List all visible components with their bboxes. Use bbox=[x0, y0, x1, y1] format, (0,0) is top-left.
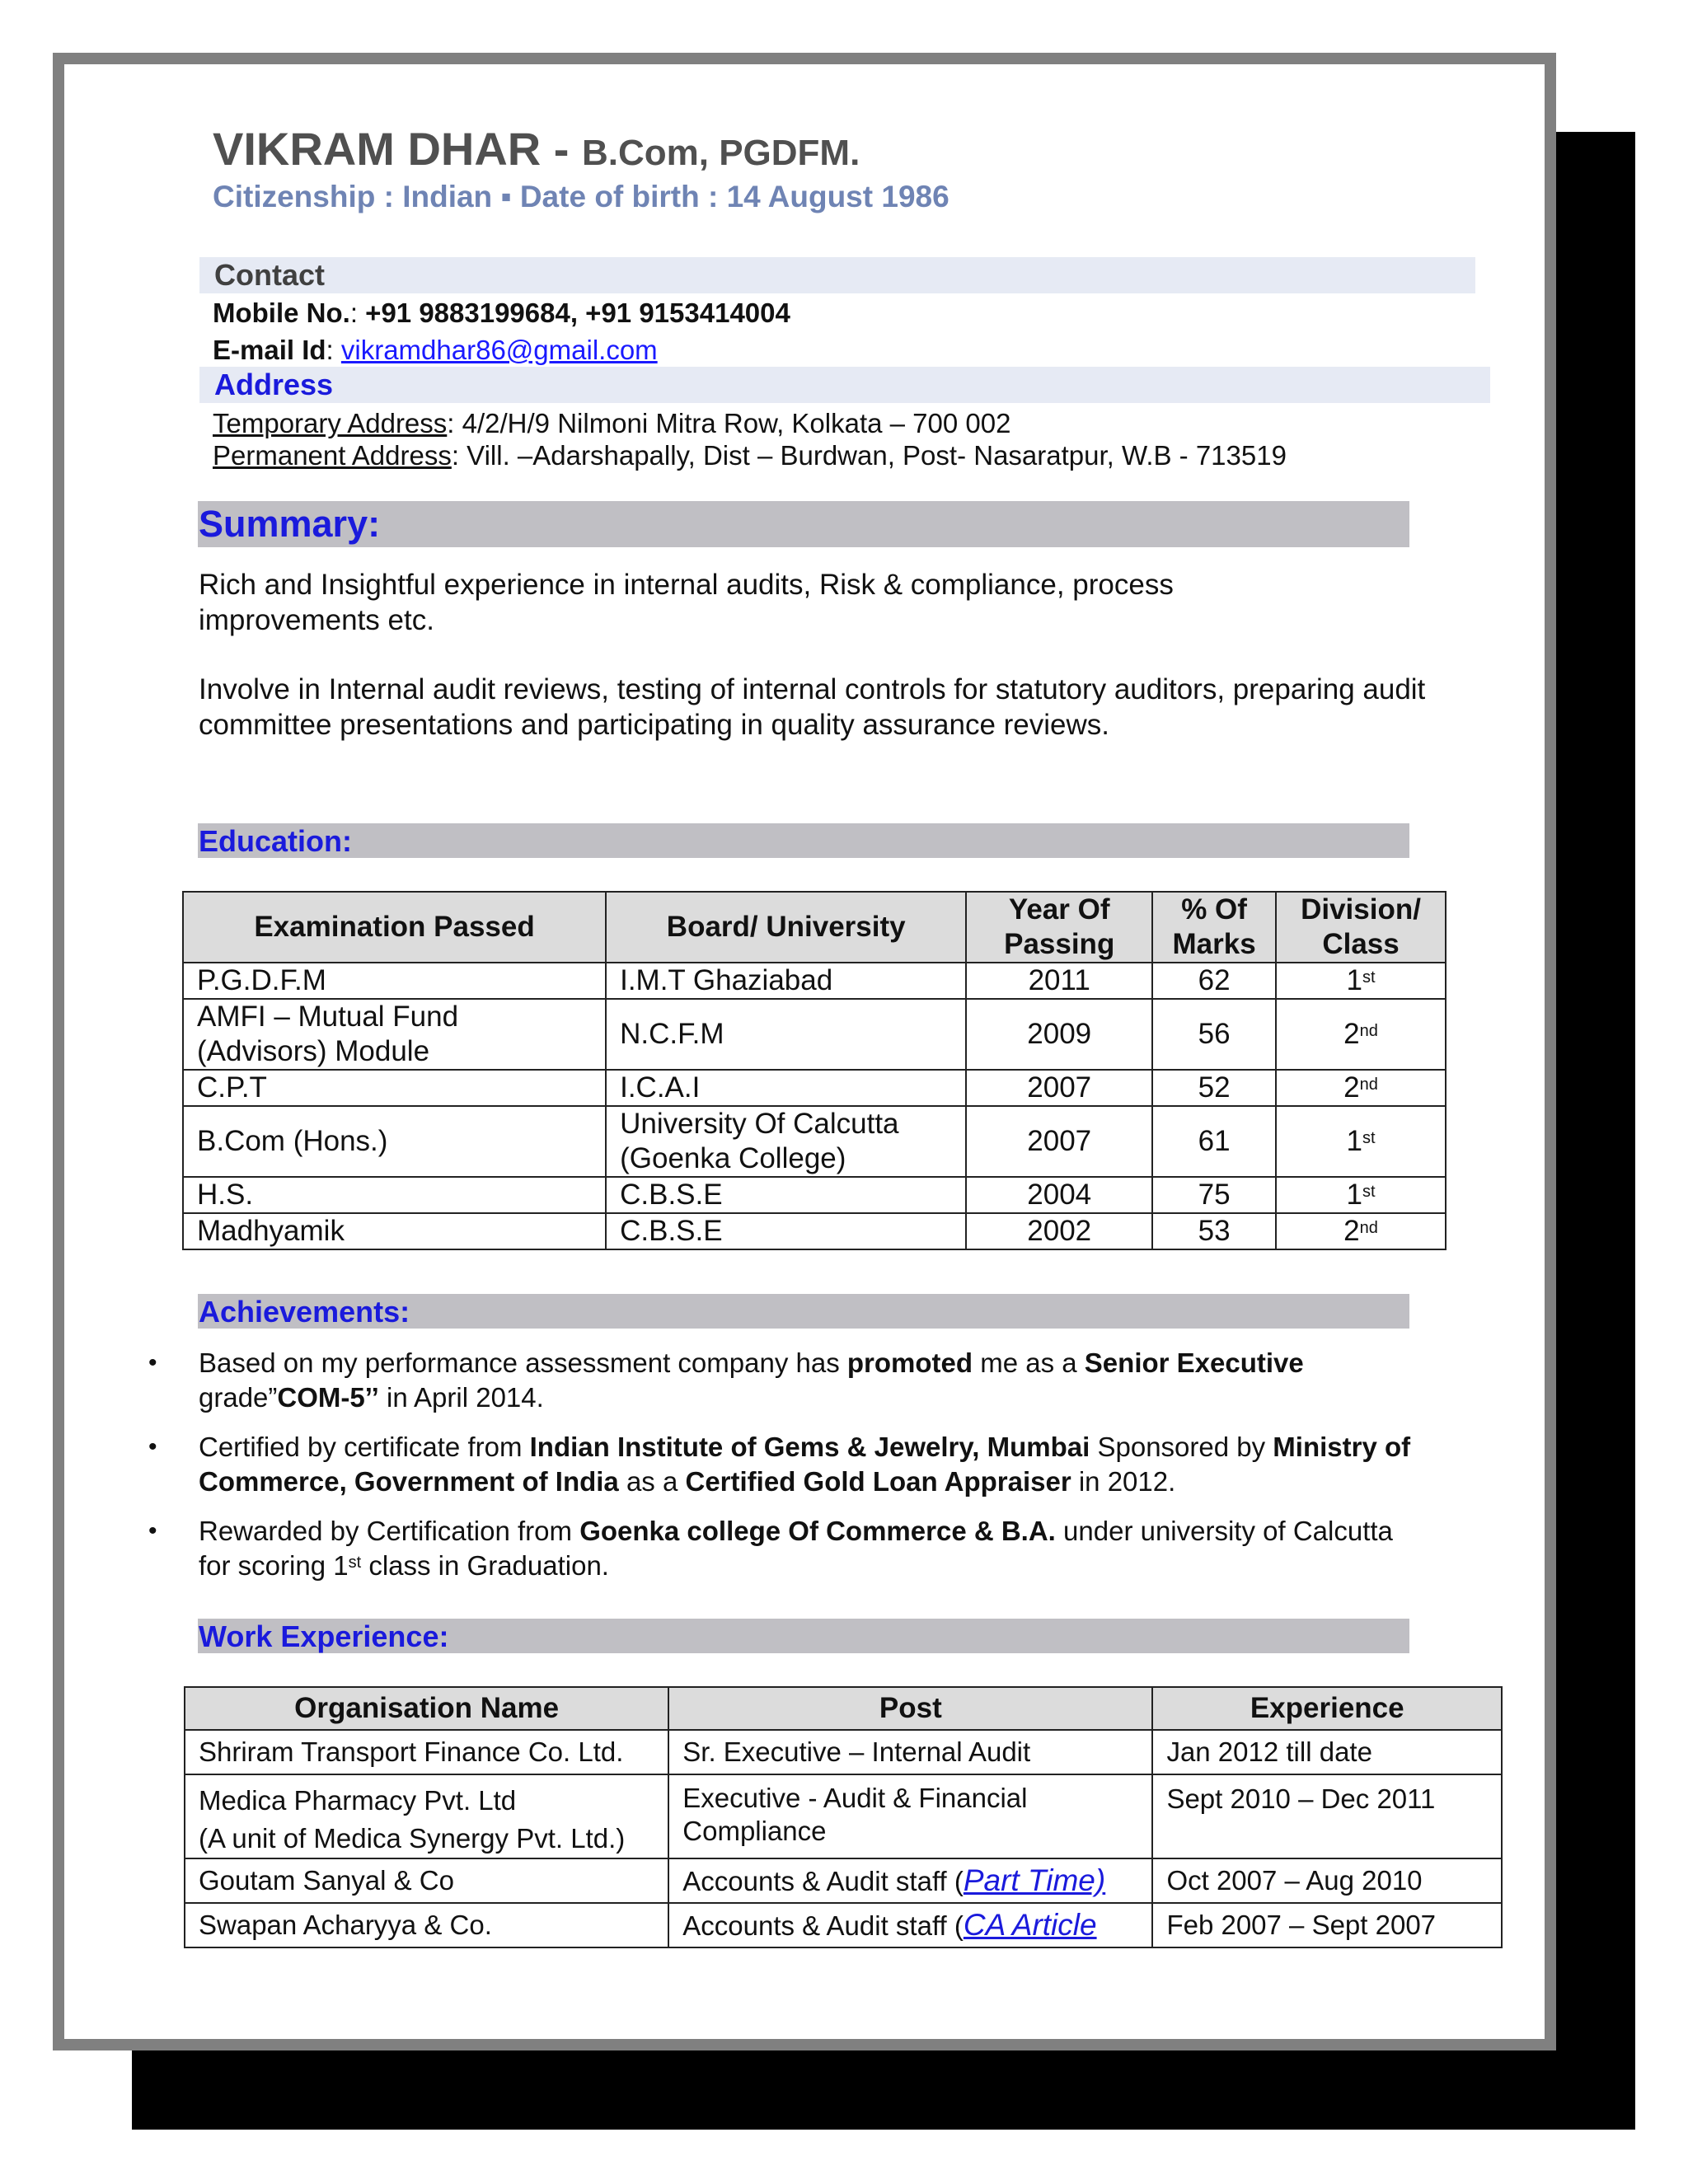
col-board: Board/ University bbox=[606, 892, 966, 963]
temp-address: Temporary Address: 4/2/H/9 Nilmoni Mitra Row, Kolkata – 700 002 bbox=[213, 408, 1011, 438]
contact-title: Contact bbox=[214, 258, 325, 292]
col-organisation: Organisation Name bbox=[185, 1687, 668, 1730]
bullet: • bbox=[148, 1517, 157, 1544]
achievements-title: Achievements: bbox=[199, 1295, 410, 1329]
col-marks: % Of Marks bbox=[1152, 892, 1276, 963]
candidate-name: VIKRAM DHAR - B.Com, PGDFM. bbox=[213, 123, 860, 175]
email-link[interactable]: vikramdhar86@gmail.com bbox=[340, 335, 658, 365]
citizenship-line: Citizenship : Indian ▪ Date of birth : 14 August 1986 bbox=[213, 180, 950, 213]
education-table bbox=[182, 891, 1447, 1250]
work-title: Work Experience: bbox=[199, 1619, 449, 1653]
address-bar bbox=[199, 367, 1490, 403]
degrees: B.Com, PGDFM. bbox=[581, 133, 860, 173]
table-row: AMFI – Mutual Fund (Advisors) Module N.C.F.M 2009 56 2nd bbox=[183, 999, 1446, 1070]
table-row: Shriram Transport Finance Co. Ltd. Sr. Executive – Internal Audit Jan 2012 till date bbox=[185, 1730, 1502, 1774]
table-row: B.Com (Hons.) University Of Calcutta (Goenka College) 2007 61 1st bbox=[183, 1106, 1446, 1177]
ca-article-link[interactable]: CA Article bbox=[963, 1907, 1097, 1942]
achievement-2: Certified by certificate from Indian Institute of Gems & Jewelry, Mumbai Sponsored by Ministry of Commerce, Government of India as a Certified Gold Loan Appraiser in 2012. bbox=[199, 1432, 1411, 1497]
summary-title: Summary: bbox=[199, 503, 381, 545]
table-row: P.G.D.F.M I.M.T Ghaziabad 2011 62 1st bbox=[183, 963, 1446, 999]
col-division: Division/ Class bbox=[1276, 892, 1446, 963]
summary-para-1: Rich and Insightful experience in internal audits, Risk & compliance, process improvements etc. bbox=[199, 569, 1174, 636]
work-header-row bbox=[185, 1687, 1502, 1730]
table-row: Swapan Acharyya & Co. Accounts & Audit staff (CA Article Feb 2007 – Sept 2007 bbox=[185, 1903, 1502, 1947]
contact-bar bbox=[199, 257, 1475, 293]
work-table bbox=[184, 1686, 1503, 1948]
education-header-row bbox=[183, 892, 1446, 963]
achievement-3: Rewarded by Certification from Goenka college Of Commerce & B.A. under university of Calcutta for scoring 1st class in Graduation. bbox=[199, 1516, 1393, 1581]
col-experience: Experience bbox=[1152, 1687, 1502, 1730]
perm-address: Permanent Address: Vill. –Adarshapally, Dist – Burdwan, Post- Nasaratpur, W.B - 713519 bbox=[213, 440, 1287, 471]
table-row: Goutam Sanyal & Co Accounts & Audit staff (Part Time) Oct 2007 – Aug 2010 bbox=[185, 1858, 1502, 1903]
achievement-1: Based on my performance assessment company has promoted me as a Senior Executive grade”COM-5’’ in April 2014. bbox=[199, 1347, 1304, 1413]
address-title: Address bbox=[214, 368, 334, 401]
summary-para-2: Involve in Internal audit reviews, testing of internal controls for statutory auditors, preparing audit committee presentations and participating in quality assurance reviews. bbox=[199, 673, 1426, 741]
table-row: C.P.T I.C.A.I 2007 52 2nd bbox=[183, 1070, 1446, 1106]
table-row: Medica Pharmacy Pvt. Ltd (A unit of Medica Synergy Pvt. Ltd.) Executive - Audit & Financial Compliance Sept 2010 – Dec 2011 bbox=[185, 1774, 1502, 1858]
bullet: • bbox=[148, 1433, 157, 1460]
mobile-line: Mobile No.: +91 9883199684, +91 9153414004 bbox=[213, 298, 790, 328]
education-bar bbox=[198, 823, 1409, 858]
table-row: H.S. C.B.S.E 2004 75 1st bbox=[183, 1177, 1446, 1213]
education-title: Education: bbox=[199, 824, 352, 858]
col-year: Year Of Passing bbox=[966, 892, 1152, 963]
part-time-link[interactable]: Part Time) bbox=[963, 1863, 1106, 1897]
bullet: • bbox=[148, 1349, 157, 1376]
table-row: Madhyamik C.B.S.E 2002 53 2nd bbox=[183, 1213, 1446, 1249]
col-post: Post bbox=[668, 1687, 1152, 1730]
col-exam: Examination Passed bbox=[183, 892, 606, 963]
email-line: E-mail Id: vikramdhar86@gmail.com bbox=[213, 335, 658, 365]
